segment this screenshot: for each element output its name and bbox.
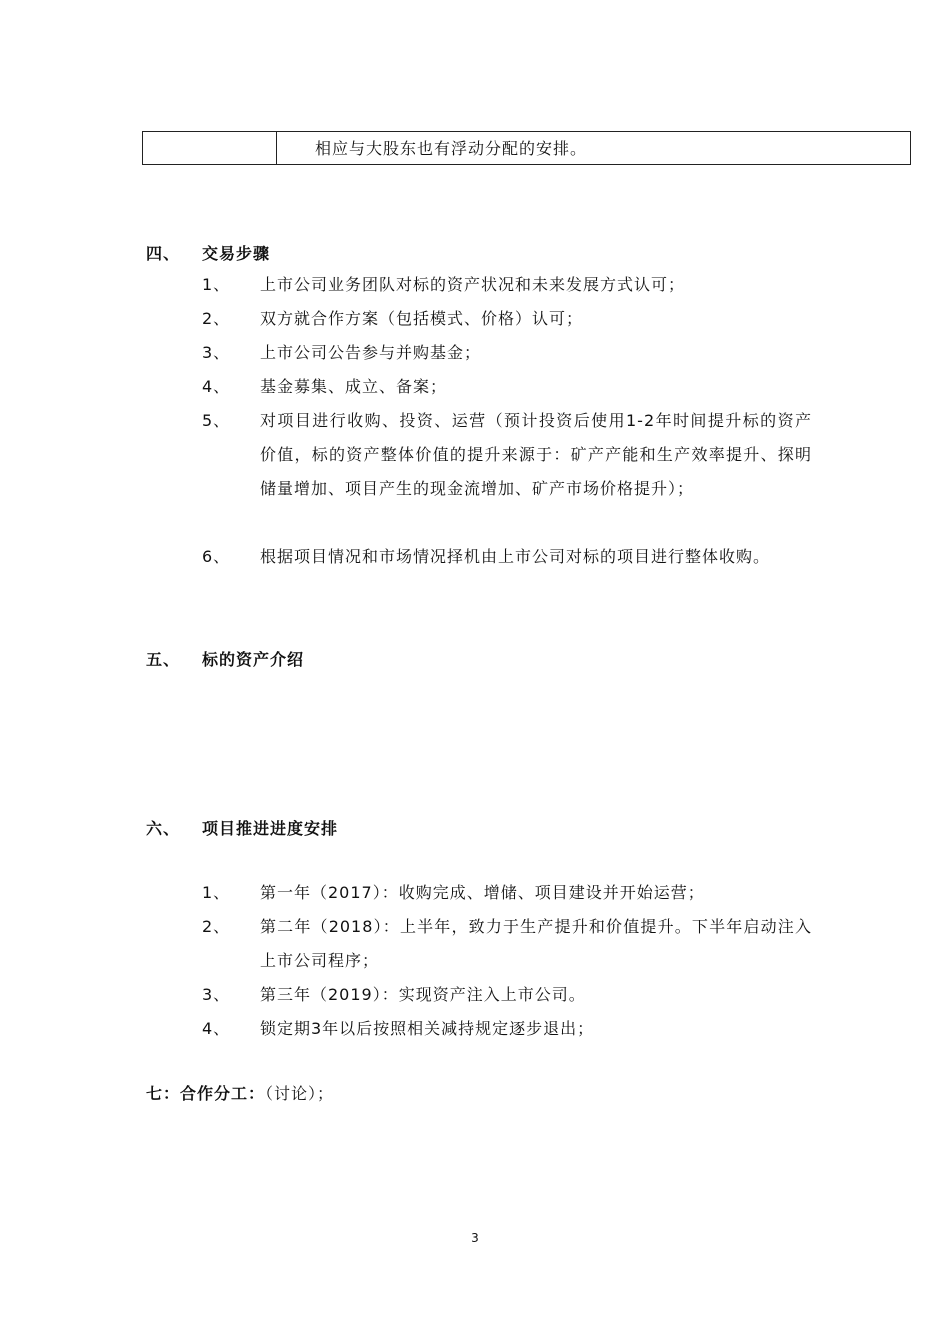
list-item-index: 1、	[202, 883, 231, 902]
list-item-index: 6、	[202, 547, 231, 566]
list-item	[202, 302, 812, 336]
table-fragment	[142, 131, 911, 165]
list-item	[202, 910, 812, 978]
section-4-number: 四、	[146, 244, 181, 263]
section-4-title: 交易步骤	[202, 244, 271, 263]
list-item-index: 2、	[202, 917, 231, 936]
section-6-number: 六、	[146, 819, 181, 838]
table-cell-left	[143, 132, 277, 164]
list-item-text: 锁定期3年以后按照相关减持规定逐步退出；	[260, 1019, 595, 1038]
section-5-heading	[146, 647, 304, 670]
list-item-text: 第二年（2018）：上半年，致力于生产提升和价值提升。下半年启动注入上市公司程序；	[260, 917, 812, 970]
list-item-index: 3、	[202, 343, 231, 362]
list-item-text: 第三年（2019）：实现资产注入上市公司。	[260, 985, 586, 1004]
section-6-title: 项目推进进度安排	[202, 819, 339, 838]
list-item-text: 根据项目情况和市场情况择机由上市公司对标的项目进行整体收购。	[260, 547, 771, 566]
list-item	[202, 370, 812, 404]
list-item-text: 上市公司公告参与并购基金；	[260, 343, 482, 362]
list-item	[202, 540, 812, 574]
list-item-index: 4、	[202, 377, 231, 396]
list-item-index: 5、	[202, 411, 231, 430]
section-4-heading	[146, 241, 270, 264]
list-item	[202, 336, 812, 370]
list-item	[202, 876, 812, 910]
page-number: 3	[471, 1231, 479, 1245]
list-item	[202, 1012, 812, 1046]
list-item	[202, 404, 812, 506]
list-item-index: 4、	[202, 1019, 231, 1038]
list-item-index: 1、	[202, 275, 231, 294]
list-item-text: 第一年（2017）：收购完成、增储、项目建设并开始运营；	[260, 883, 705, 902]
list-item-index: 2、	[202, 309, 231, 328]
list-item-text: 上市公司业务团队对标的资产状况和未来发展方式认可；	[260, 275, 686, 294]
list-item	[202, 978, 812, 1012]
list-item	[202, 268, 812, 302]
section-6-heading	[146, 816, 338, 839]
section-5-number: 五、	[146, 650, 181, 669]
list-item-text: 双方就合作方案（包括模式、价格）认可；	[260, 309, 584, 328]
list-item-index: 3、	[202, 985, 231, 1004]
section-5-title: 标的资产介绍	[202, 650, 305, 669]
list-item-text: 基金募集、成立、备案；	[260, 377, 448, 396]
section-7-line	[146, 1081, 334, 1104]
section-7-note: （讨论）；	[265, 1084, 335, 1103]
table-cell-right: 相应与大股东也有浮动分配的安排。	[315, 139, 588, 158]
section-7-label: 七：合作分工：	[146, 1084, 266, 1103]
list-item-text: 对项目进行收购、投资、运营（预计投资后使用1-2年时间提升标的资产价值，标的资产整体价值的提升来源于：矿产产能和生产效率提升、探明储量增加、项目产生的现金流增加、矿产市场价格提升）；	[260, 411, 812, 498]
